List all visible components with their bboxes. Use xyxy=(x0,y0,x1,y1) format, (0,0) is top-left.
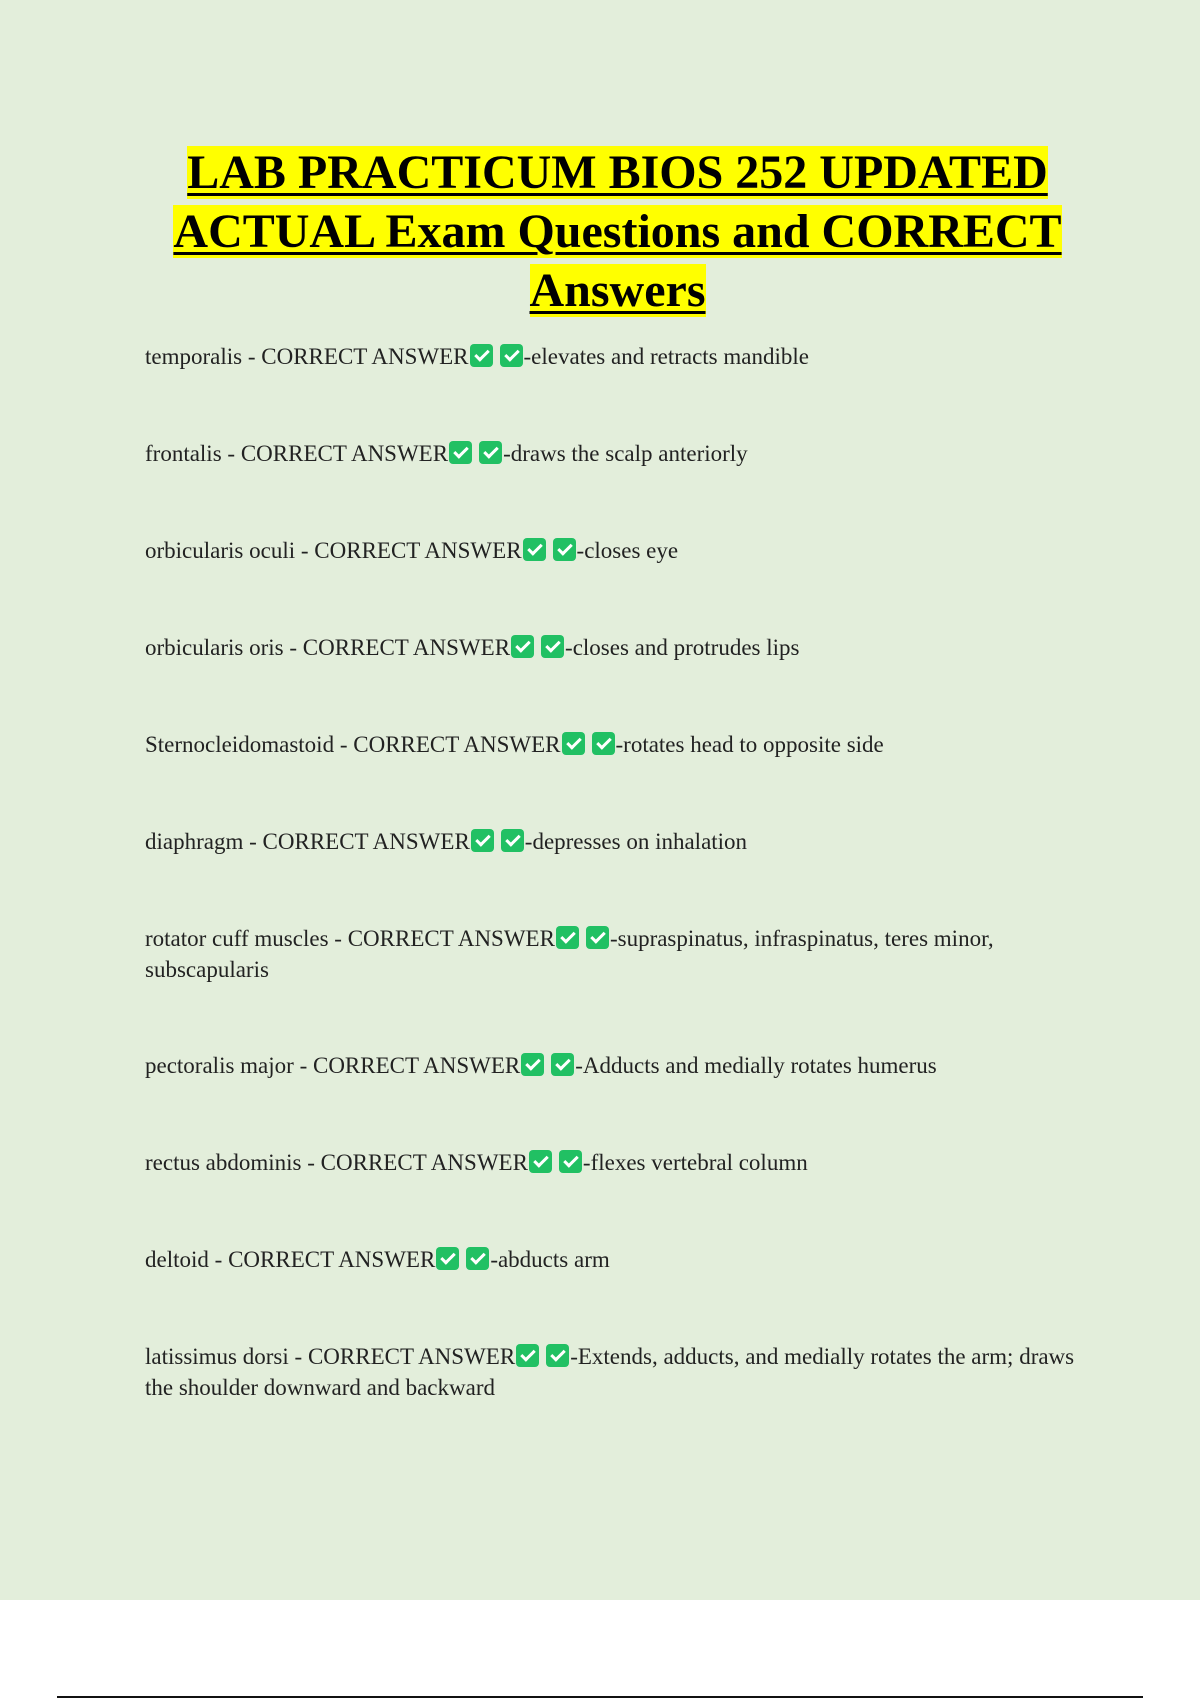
correct-answer-label: CORRECT ANSWER xyxy=(302,635,511,660)
question-answer-list xyxy=(145,341,1085,1468)
document-title-text: LAB PRACTICUM BIOS 252 UPDATED ACTUAL Exam Questions and CORRECT Answers xyxy=(173,146,1062,317)
correct-answer-label: CORRECT ANSWER xyxy=(320,1150,528,1175)
check-mark-icon xyxy=(436,1247,459,1270)
qa-separator: - xyxy=(221,441,241,466)
check-mark-icon xyxy=(592,732,615,755)
correct-answer-label: CORRECT ANSWER xyxy=(240,441,449,466)
correct-answer-label: CORRECT ANSWER xyxy=(307,1344,516,1369)
check-mark-icon xyxy=(521,1053,544,1076)
qa-answer: -closes and protrudes lips xyxy=(565,635,800,660)
check-mark-icon xyxy=(500,344,523,367)
check-mark-icon xyxy=(586,926,609,949)
check-mark-icon xyxy=(479,441,502,464)
check-mark-icon xyxy=(541,635,564,658)
correct-answer-label: CORRECT ANSWER xyxy=(312,1053,521,1078)
qa-item xyxy=(145,1147,1085,1178)
check-mark-icon xyxy=(523,538,546,561)
check-mark-icon xyxy=(559,1150,582,1173)
qa-item xyxy=(145,1341,1085,1403)
qa-item xyxy=(145,826,1085,857)
qa-answer: -Adducts and medially rotates humerus xyxy=(575,1053,937,1078)
qa-item xyxy=(145,729,1085,760)
correct-answer-label: CORRECT ANSWER xyxy=(347,926,555,951)
check-mark-icon xyxy=(471,829,494,852)
qa-answer: -depresses on inhalation xyxy=(524,829,748,854)
qa-term: diaphragm xyxy=(145,829,244,854)
qa-separator: - xyxy=(242,344,262,369)
qa-separator: - xyxy=(293,1053,313,1078)
qa-separator: - xyxy=(283,635,303,660)
correct-answer-label: CORRECT ANSWER xyxy=(262,829,470,854)
qa-separator: - xyxy=(243,829,263,854)
qa-term: orbicularis oris xyxy=(145,635,284,660)
qa-term: frontalis xyxy=(145,441,222,466)
correct-answer-label: CORRECT ANSWER xyxy=(314,538,522,563)
qa-term: orbicularis oculi xyxy=(145,538,296,563)
check-mark-icon xyxy=(556,926,579,949)
qa-item xyxy=(145,632,1085,663)
qa-term: Sternocleidomastoid xyxy=(145,732,335,757)
qa-answer: -closes eye xyxy=(576,538,679,563)
qa-answer: -elevates and retracts mandible xyxy=(523,344,809,369)
qa-term: pectoralis major xyxy=(145,1053,294,1078)
qa-item xyxy=(145,1244,1085,1275)
document-title xyxy=(130,143,1105,320)
qa-answer: -abducts arm xyxy=(490,1247,610,1272)
qa-answer: -supraspinatus, infraspinatus, teres minor, subscapularis xyxy=(145,926,994,982)
correct-answer-label: CORRECT ANSWER xyxy=(261,344,469,369)
qa-separator: - xyxy=(301,1150,321,1175)
check-mark-icon xyxy=(529,1150,552,1173)
qa-term: deltoid xyxy=(145,1247,209,1272)
check-mark-icon xyxy=(516,1344,539,1367)
qa-answer: -draws the scalp anteriorly xyxy=(503,441,748,466)
qa-answer: -flexes vertebral column xyxy=(582,1150,808,1175)
correct-answer-label: CORRECT ANSWER xyxy=(353,732,561,757)
qa-answer: -rotates head to opposite side xyxy=(615,732,884,757)
qa-term: rotator cuff muscles xyxy=(145,926,329,951)
qa-separator: - xyxy=(334,732,354,757)
qa-item xyxy=(145,1050,1085,1081)
qa-answer: -Extends, adducts, and medially rotates the arm; draws the shoulder downward and backward xyxy=(145,1344,1075,1400)
check-mark-icon xyxy=(551,1053,574,1076)
footer-rule xyxy=(57,1696,1143,1698)
check-mark-icon xyxy=(511,635,534,658)
check-mark-icon xyxy=(562,732,585,755)
qa-item xyxy=(145,341,1085,372)
check-mark-icon xyxy=(466,1247,489,1270)
qa-item xyxy=(145,438,1085,469)
qa-separator: - xyxy=(295,538,315,563)
qa-separator: - xyxy=(208,1247,229,1272)
qa-separator: - xyxy=(328,926,348,951)
qa-term: temporalis xyxy=(145,344,243,369)
qa-item xyxy=(145,923,1085,985)
qa-separator: - xyxy=(288,1344,308,1369)
check-mark-icon xyxy=(553,538,576,561)
qa-term: latissimus dorsi xyxy=(145,1344,289,1369)
qa-term: rectus abdominis xyxy=(145,1150,302,1175)
qa-item xyxy=(145,535,1085,566)
check-mark-icon xyxy=(470,344,493,367)
check-mark-icon xyxy=(501,829,524,852)
correct-answer-label: CORRECT ANSWER xyxy=(228,1247,436,1272)
check-mark-icon xyxy=(546,1344,569,1367)
check-mark-icon xyxy=(449,441,472,464)
